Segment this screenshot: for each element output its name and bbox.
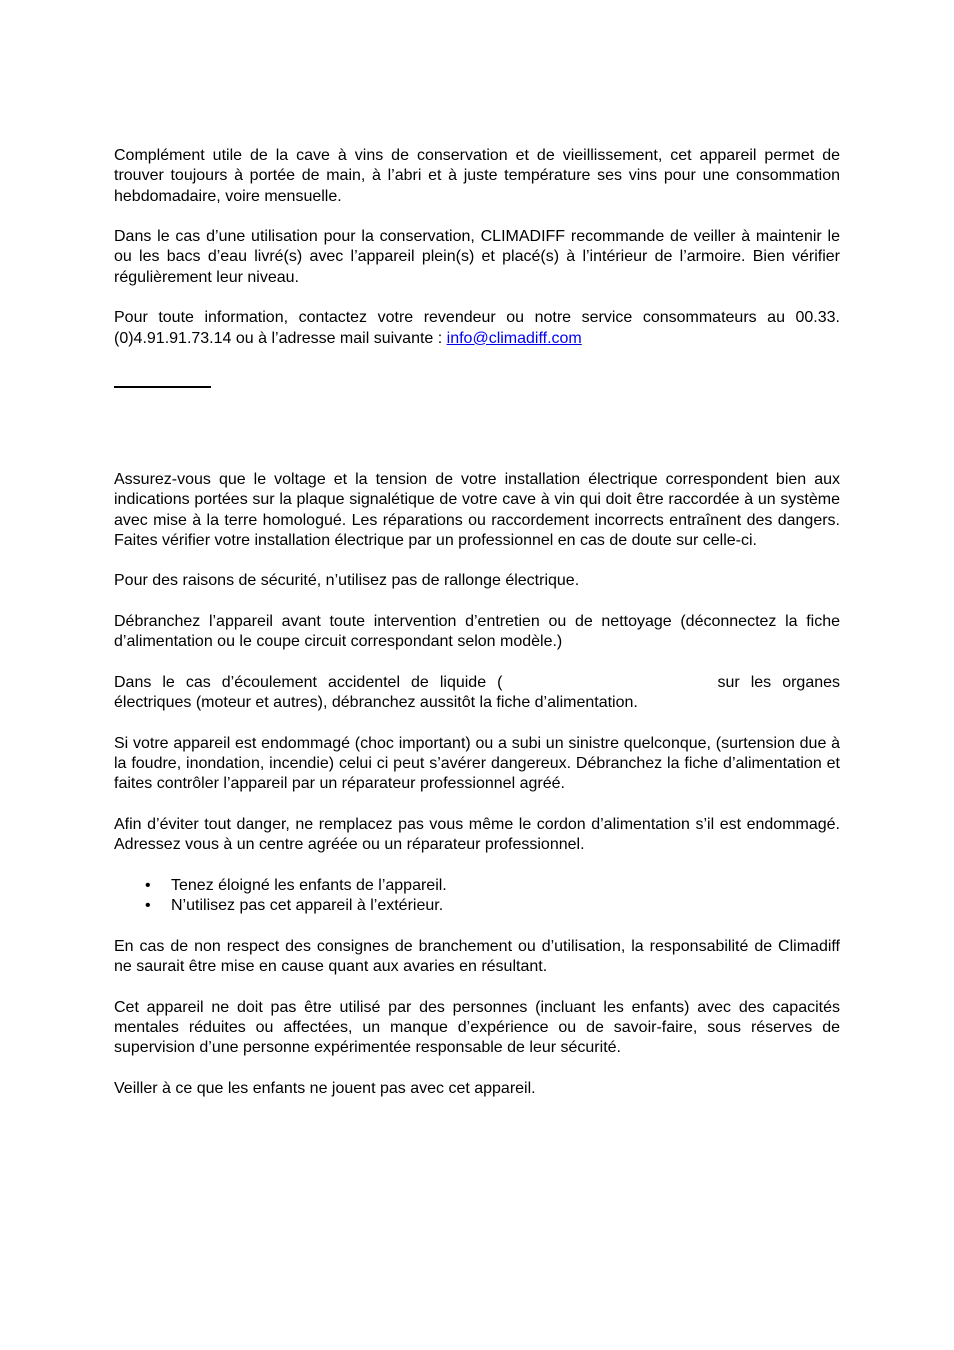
list-item bbox=[114, 896, 840, 916]
safety-paragraph-6: Afin d’éviter tout danger, ne remplacez pas vous même le cordon d’alimentation s’il est endommagé. Adressez vous à un centre agréée ou un réparateur professionnel. bbox=[114, 816, 840, 854]
bullet-text: N’utilisez pas cet appareil à l’extérieur. bbox=[171, 897, 444, 915]
intro-paragraph-1: Complément utile de la cave à vins de conservation et de vieillissement, cet appareil permet de trouver toujours à portée de main, à l’abri et à juste température ses vins pour une consommation hebdomadaire, voire mensuelle. bbox=[114, 147, 840, 205]
intro-paragraph-2: Dans le cas d’une utilisation pour la conservation, CLIMADIFF recommande de veiller à maintenir le ou les bacs d’eau livré(s) avec l’appareil plein(s) et placé(s) à l’intérieur de l’armoire. Bien vérifier régulièrement leur niveau. bbox=[114, 228, 840, 286]
document-page bbox=[114, 146, 840, 1099]
contact-text: Pour toute information, contactez votre revendeur ou notre service consommateurs au 00.33.(0)4.91.91.73.14 ou à l’adresse mail suivante : bbox=[114, 309, 840, 347]
safety-paragraph-5: Si votre appareil est endommagé (choc important) ou a subi un sinistre quelconque, (surtension due à la foudre, inondation, incendie) celui ci peut s’avérer dangereux. Débranchez la fiche d’alimentation et faites contrôler l’appareil par un réparateur professionnel agréé. bbox=[114, 734, 840, 793]
safety-paragraph-2: Pour des raisons de sécurité, n’utilisez pas de rallonge électrique. bbox=[114, 572, 580, 590]
bullet-text: Tenez éloigné les enfants de l’appareil. bbox=[171, 876, 447, 894]
liquid-text-start: Dans le cas d’écoulement accidentel de liquide ( bbox=[114, 673, 503, 691]
intro-paragraph-3 bbox=[114, 308, 840, 349]
safety-paragraph-1: Assurez-vous que le voltage et la tension de votre installation électrique correspondent bien aux indications portées sur la plaque signalétique de votre cave à vin qui doit être raccordée à un système avec mise à la terre homologué. Les réparations ou raccordement incorrects entraînent des dangers. Faites vérifier votre installation électrique par un professionnel en cas de doute sur celle-ci. bbox=[114, 470, 840, 549]
liquid-text-end: sur les organes électriques (moteur et autres), débranchez aussitôt la fiche d’alimentation. bbox=[114, 673, 841, 712]
safety-paragraph-3: Débranchez l’appareil avant toute intervention d’entretien ou de nettoyage (déconnectez la fiche d’alimentation ou le coupe circuit correspondant selon modèle.) bbox=[114, 613, 840, 651]
bullet-icon: • bbox=[145, 876, 151, 894]
section-divider bbox=[114, 386, 211, 388]
email-link[interactable]: info@climadiff.com bbox=[446, 329, 582, 347]
safety-paragraph-8: Cet appareil ne doit pas être utilisé par des personnes (incluant les enfants) avec des capacités mentales réduites ou affectées, un manque d’expérience ou de savoir-faire, sous réserves de supervision d’une personne expérimentée responsable de leur sécurité. bbox=[114, 998, 840, 1057]
safety-bullet-list bbox=[114, 876, 840, 917]
safety-paragraph-9: Veiller à ce que les enfants ne jouent pas avec cet appareil. bbox=[114, 1079, 536, 1097]
safety-paragraph-4 bbox=[114, 673, 840, 714]
list-item bbox=[114, 876, 840, 896]
safety-paragraph-7: En cas de non respect des consignes de branchement ou d’utilisation, la responsabilité de Climadiff ne saurait être mise en cause quant aux avaries en résultant. bbox=[114, 937, 840, 976]
safety-section bbox=[114, 470, 840, 1099]
bullet-icon: • bbox=[145, 897, 151, 915]
